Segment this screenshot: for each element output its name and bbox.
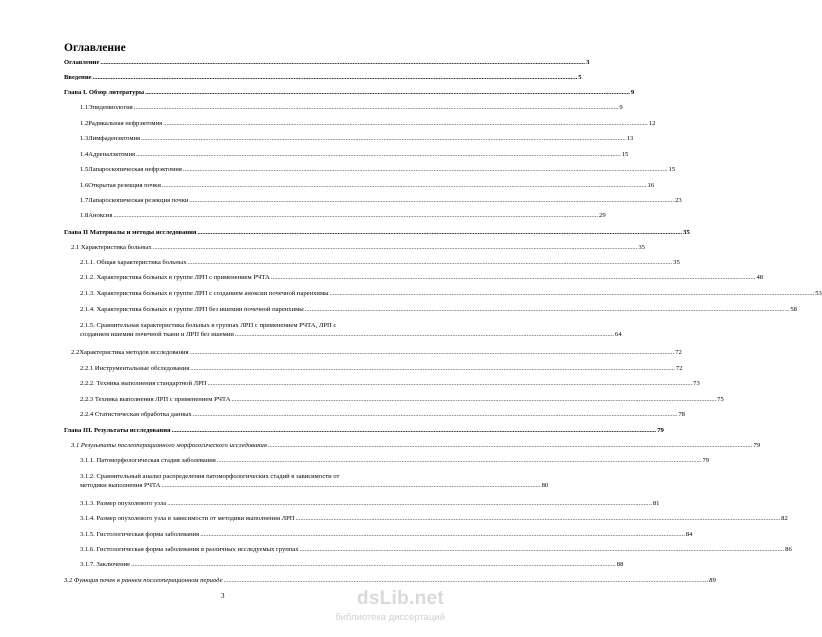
toc-entry-number: 1.3 [80,135,89,142]
toc-entry-page: 79 [753,442,761,449]
toc-entry[interactable] [80,472,549,490]
toc-entry-page: 78 [678,411,685,418]
dot-leader [208,380,693,388]
toc-entry-text: 3.1.6. Гистологическая форма заболевания в различных исследуемых группах [80,546,299,553]
toc-entry-page: 35 [683,229,690,236]
toc-chapter[interactable] [64,74,582,82]
toc-entry-page: 9 [619,104,623,111]
toc-entry-number: 1.2 [80,120,89,127]
toc-entry-page: 12 [648,120,656,127]
toc-entry-page: 35 [638,244,645,251]
toc-chapter[interactable] [64,427,664,435]
dot-leader [188,259,673,267]
dot-leader [200,531,685,539]
dot-leader [296,515,781,523]
toc-entry-page: 72 [675,365,683,372]
toc-entry[interactable] [80,104,623,112]
toc-entry-page: 84 [685,531,693,538]
toc-entry-text: Радикальная нефрэктомия [88,120,163,127]
toc-entry-number: 2.2 [71,349,80,356]
toc-entry-page: 5 [578,74,582,81]
watermark [330,588,448,634]
toc-entry-page: 64 [615,331,622,338]
toc-entry-page: 88 [616,561,624,568]
dot-leader [224,577,709,585]
dot-leader [153,244,638,252]
toc-entry-text: Глава III. Результаты исследования [64,427,171,434]
watermark-subtitle: библиотека диссертаций [335,612,445,623]
toc-entry-page: 75 [717,396,724,403]
page-number: 3 [221,592,225,600]
toc-entry-number: 1.4 [80,151,89,158]
toc-entry-text: 3.1 Результаты послеоперационного морфологического исследования [71,442,267,449]
dot-leader [235,330,614,339]
toc-entry-text: 2.1.4. Характеристика больных в группе ЛРП без ишемии почечной паренхимы [80,306,304,313]
dot-leader [167,500,652,508]
toc-entry-text: 2.1.1. Общая характеристика больных [80,259,187,266]
toc-entry-text: Аноксия [88,212,113,219]
dot-leader [100,59,585,67]
toc-entry[interactable] [80,515,788,523]
toc-entry-page: 15 [621,151,629,158]
toc-entry-text: 3.1.2. Сравнительный анализ распределения патоморфологических стадий в зависимости от [80,473,340,480]
toc-entry-text: 3.1.4. Размер опухолевого узла в зависимости от методики выполнения ЛРП [80,515,295,522]
toc-entry-text: Оглавление [64,59,100,66]
toc-entry-text: Открытая резекция почки [88,182,161,189]
dot-leader [161,481,540,490]
toc-chapter[interactable] [64,59,590,67]
toc-entry-text: 2.2.2. Техника выполнения стандартной ЛРП [80,380,207,387]
dot-leader [193,411,678,419]
toc-entry[interactable] [80,259,680,267]
toc-entry-text: Глава I. Обзор литературы [64,89,145,96]
toc-entry[interactable] [71,244,645,252]
toc-entry[interactable] [80,500,660,508]
toc-entry-text: 2.1.3. Характеристика больных в группе ЛРП с созданием аноксии почечной паренхимы [80,290,329,297]
toc-entry-text: Лапароскопическая нефрэктомия [88,166,182,173]
dot-leader [134,104,619,112]
toc-entry[interactable] [80,411,685,419]
dot-leader [145,89,630,97]
toc-entry[interactable] [80,120,656,128]
toc-entry[interactable] [80,212,606,220]
toc-entry-text: 3.1.1. Патоморфологическая стадия заболевания [80,457,216,464]
toc-entry-text-continued: созданием ишемии почечной ткани и ЛРП без ишемии [80,331,234,338]
dot-leader [232,396,717,404]
toc-entry[interactable] [80,274,764,282]
dot-leader [131,561,616,569]
toc-entry-text: 2.2.3 Техника выполнения ЛРП с применением РЧТА [80,396,231,403]
toc-entry[interactable] [80,135,634,143]
toc-entry[interactable] [80,365,683,373]
dot-leader [190,349,675,357]
dot-leader [300,546,785,554]
toc-entry-page: 79 [702,457,710,464]
toc-entry-page: 89 [709,577,716,584]
toc-chapter[interactable] [64,229,690,237]
toc-entry-number: 1.7 [80,197,89,204]
toc-entry-text: Лимфаденэктомия [88,135,141,142]
toc-entry-text: 2.1.5. Сравнительная характеристика больных в группах ЛРП с применением РЧТА, ЛРП с [80,322,337,329]
toc-entry-page: 35 [673,259,680,266]
toc-entry-text: Лапароскопическая резекция почки [88,197,189,204]
toc-entry-page: 9 [630,89,635,96]
dot-leader [183,166,668,174]
toc-entry-text-continued: методики выполнения РЧТА [80,482,161,489]
toc-entry-page: 23 [675,197,682,204]
toc-entry[interactable] [80,182,655,190]
toc-entry-text: 2.1 Характеристика больных [71,244,152,251]
toc-entry[interactable] [71,442,761,450]
toc-entry-text: 2.2.1 Инструментальные обследования [80,365,190,372]
toc-entry-page: 16 [647,182,655,189]
watermark-brand: dsLib.net [356,588,444,609]
toc-entry[interactable] [80,380,700,388]
dot-leader [268,442,753,450]
dot-leader [190,365,675,373]
toc-entry-text: 2.1.2. Характеристика больных в группе ЛРП с применением РЧТА [80,274,270,281]
toc-entry-number: 1.6 [80,182,89,189]
toc-entry-text: Введение [64,74,92,81]
dot-leader [163,120,648,128]
toc-entry[interactable] [80,290,822,298]
dot-leader [198,229,683,237]
toc-entry-number: 1.1 [80,104,89,111]
toc-entry-page: 29 [599,212,606,219]
toc-entry-text: Адреналэктомия [88,151,136,158]
dot-leader [93,74,578,82]
toc-entry[interactable] [80,457,710,465]
toc-entry-page: 73 [693,380,700,387]
dot-leader [217,457,702,465]
toc-entry[interactable] [64,577,716,585]
toc-entry[interactable] [71,349,682,357]
toc-entry[interactable] [80,561,624,569]
toc-entry-number: 1.8 [80,212,89,219]
toc-entry-page: 86 [785,546,792,553]
toc-entry-text: 2.2.4 Статистическая обработка данных [80,411,192,418]
dot-leader [189,197,674,205]
toc-entry-page: 58 [790,306,797,313]
dot-leader [271,274,756,282]
toc-entry-text: 3.2 Функция почек в раннем послеоперационном периоде [64,577,223,584]
dot-leader [305,306,790,314]
dot-leader [172,427,657,435]
toc-entry-page: 15 [668,166,676,173]
page-title: Оглавление [64,42,126,54]
toc-entry-page: 13 [626,135,634,142]
dot-leader [141,135,626,143]
toc-entry[interactable] [80,396,724,404]
toc-entry-page: 53 [815,290,822,297]
toc-entry-text: Характеристика методов исследования [79,349,189,356]
toc-entry-text: Глава II Материалы и методы исследования [64,229,197,236]
toc-entry-text: Эпидемиология [88,104,133,111]
dot-leader [330,290,815,298]
toc-chapter[interactable] [64,89,635,97]
toc-entry[interactable] [80,151,629,159]
toc-entry-page: 79 [657,427,664,434]
toc-entry-page: 48 [756,274,764,281]
toc-entry-text: 3.1.5. Гистологическая форма заболевания [80,531,200,538]
toc-entry-text: 3.1.3. Размер опухолевого узла [80,500,167,507]
toc-entry-page: 3 [586,59,590,66]
toc-entry-page: 81 [652,500,660,507]
toc-entry[interactable] [80,531,693,539]
toc-entry[interactable] [80,306,797,314]
toc-entry-text: 3.1.7. Заключение [80,561,131,568]
toc-entry[interactable] [80,166,676,174]
dot-leader [136,151,621,159]
toc-entry[interactable] [80,197,682,205]
toc-entry-page: 80 [541,482,549,489]
toc-entry-number: 1.5 [80,166,89,173]
dot-leader [113,212,598,220]
toc-entry-page: 72 [675,349,682,356]
toc-entry-page: 82 [781,515,788,522]
toc-entry[interactable] [80,321,622,339]
dot-leader [162,182,647,190]
toc-entry[interactable] [80,546,792,554]
